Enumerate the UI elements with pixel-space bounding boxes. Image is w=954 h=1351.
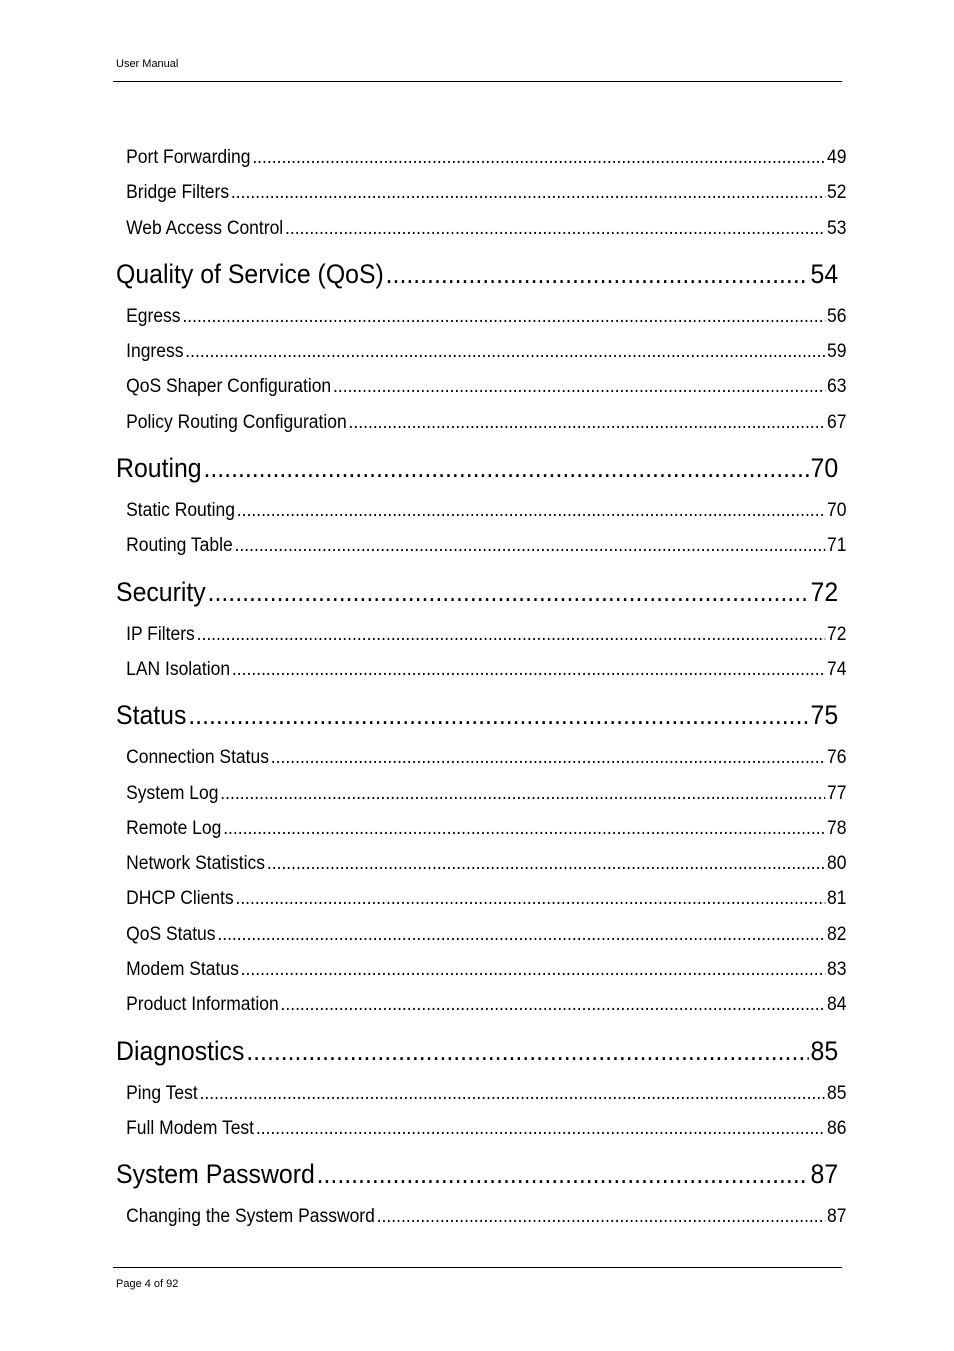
toc-dot-leader bbox=[220, 778, 825, 810]
toc-entry-title: QoS Status bbox=[126, 923, 216, 945]
toc-entry-page-number: 59 bbox=[827, 341, 847, 363]
toc-entry-page-number: 56 bbox=[827, 305, 847, 327]
toc-entry-page-number: 86 bbox=[827, 1117, 847, 1139]
toc-dot-leader bbox=[252, 142, 825, 174]
toc-entry-page-number: 87 bbox=[810, 1159, 839, 1190]
toc-dot-leader bbox=[377, 1201, 825, 1233]
toc-section-entry[interactable] bbox=[116, 142, 846, 177]
toc-section-entry[interactable] bbox=[116, 1113, 846, 1148]
toc-section-entry[interactable] bbox=[116, 530, 846, 565]
toc-section-entry[interactable] bbox=[116, 619, 846, 654]
toc-entry-title: Diagnostics bbox=[116, 1035, 245, 1066]
toc-dot-leader bbox=[235, 530, 826, 562]
toc-entry-page-number: 70 bbox=[827, 500, 847, 522]
toc-entry-page-number: 72 bbox=[827, 623, 847, 645]
toc-entry-title: System Password bbox=[116, 1159, 315, 1190]
toc-dot-leader bbox=[235, 883, 825, 915]
toc-dot-leader bbox=[217, 919, 825, 951]
toc-dot-leader bbox=[267, 848, 825, 880]
toc-entry-title: Ingress bbox=[126, 341, 184, 363]
toc-dot-leader bbox=[188, 689, 808, 741]
toc-entry-page-number: 53 bbox=[827, 217, 847, 239]
toc-dot-leader bbox=[271, 742, 825, 774]
toc-entry-page-number: 78 bbox=[827, 817, 847, 839]
toc-chapter-entry[interactable] bbox=[116, 1025, 838, 1078]
toc-dot-leader bbox=[317, 1148, 809, 1200]
toc-section-entry[interactable] bbox=[116, 883, 846, 918]
toc-dot-leader bbox=[256, 1113, 825, 1145]
toc-section-entry[interactable] bbox=[116, 495, 846, 530]
toc-section-entry[interactable] bbox=[116, 177, 846, 212]
toc-entry-title: Full Modem Test bbox=[126, 1117, 255, 1139]
toc-chapter-entry[interactable] bbox=[116, 442, 838, 495]
toc-dot-leader bbox=[241, 954, 826, 986]
toc-entry-title: IP Filters bbox=[126, 623, 195, 645]
toc-dot-leader bbox=[208, 566, 809, 618]
toc-entry-title: Routing bbox=[116, 453, 202, 484]
toc-entry-page-number: 67 bbox=[827, 411, 847, 433]
toc-entry-title: Remote Log bbox=[126, 817, 222, 839]
toc-entry-page-number: 72 bbox=[810, 576, 839, 607]
toc-chapter-entry[interactable] bbox=[116, 1148, 838, 1201]
toc-entry-title: Status bbox=[116, 700, 187, 731]
toc-entry-page-number: 77 bbox=[827, 782, 847, 804]
toc-entry-page-number: 85 bbox=[827, 1082, 847, 1104]
toc-entry-page-number: 80 bbox=[827, 853, 847, 875]
toc-entry-title: Web Access Control bbox=[126, 217, 284, 239]
toc-dot-leader bbox=[281, 989, 826, 1021]
toc-entry-page-number: 85 bbox=[810, 1035, 839, 1066]
toc-section-entry[interactable] bbox=[116, 654, 846, 689]
toc-dot-leader bbox=[246, 1025, 808, 1077]
toc-section-entry[interactable] bbox=[116, 336, 846, 371]
toc-section-entry[interactable] bbox=[116, 848, 846, 883]
toc-entry-page-number: 84 bbox=[827, 994, 847, 1016]
toc-section-entry[interactable] bbox=[116, 301, 846, 336]
toc-dot-leader bbox=[197, 619, 826, 651]
toc-entry-title: Policy Routing Configuration bbox=[126, 411, 347, 433]
toc-entry-page-number: 87 bbox=[827, 1206, 847, 1228]
toc-section-entry[interactable] bbox=[116, 213, 846, 248]
toc-entry-page-number: 82 bbox=[827, 923, 847, 945]
toc-chapter-entry[interactable] bbox=[116, 248, 838, 301]
toc-entry-title: Ping Test bbox=[126, 1082, 198, 1104]
toc-dot-leader bbox=[285, 213, 825, 245]
toc-entry-title: Bridge Filters bbox=[126, 182, 230, 204]
toc-section-entry[interactable] bbox=[116, 919, 846, 954]
toc-section-entry[interactable] bbox=[116, 1078, 846, 1113]
footer-rule bbox=[113, 1267, 842, 1268]
toc-entry-title: QoS Shaper Configuration bbox=[126, 376, 332, 398]
toc-entry-page-number: 74 bbox=[827, 658, 847, 680]
toc-entry-page-number: 75 bbox=[810, 700, 839, 731]
toc-entry-title: Egress bbox=[126, 305, 181, 327]
toc-entry-title: Security bbox=[116, 576, 206, 607]
toc-section-entry[interactable] bbox=[116, 1201, 846, 1236]
toc-dot-leader bbox=[349, 407, 826, 439]
toc-entry-title: System Log bbox=[126, 782, 219, 804]
toc-entry-title: DHCP Clients bbox=[126, 888, 234, 910]
toc-dot-leader bbox=[200, 1078, 826, 1110]
page-number-footer: Page 4 of 92 bbox=[116, 1278, 179, 1290]
toc-dot-leader bbox=[333, 371, 825, 403]
toc-entry-title: Modem Status bbox=[126, 959, 239, 981]
toc-entry-page-number: 63 bbox=[827, 376, 847, 398]
toc-dot-leader bbox=[182, 301, 825, 333]
toc-dot-leader bbox=[203, 442, 808, 494]
toc-dot-leader bbox=[232, 654, 825, 686]
toc-dot-leader bbox=[223, 813, 825, 845]
toc-entry-title: LAN Isolation bbox=[126, 658, 231, 680]
toc-entry-page-number: 49 bbox=[827, 147, 847, 168]
toc-entry-title: Port Forwarding bbox=[126, 147, 251, 168]
toc-entry-title: Routing Table bbox=[126, 535, 233, 557]
header-rule bbox=[113, 81, 842, 82]
toc-dot-leader bbox=[231, 177, 825, 209]
table-of-contents bbox=[116, 142, 847, 1237]
toc-entry-title: Changing the System Password bbox=[126, 1206, 375, 1228]
running-header: User Manual bbox=[116, 58, 179, 70]
toc-dot-leader bbox=[237, 495, 825, 527]
toc-section-entry[interactable] bbox=[116, 989, 846, 1024]
toc-dot-leader bbox=[185, 336, 825, 368]
toc-section-entry[interactable] bbox=[116, 742, 846, 777]
toc-entry-page-number: 76 bbox=[827, 747, 847, 769]
toc-dot-leader bbox=[386, 248, 809, 300]
toc-entry-title: Connection Status bbox=[126, 747, 269, 769]
toc-entry-page-number: 83 bbox=[827, 959, 847, 981]
toc-section-entry[interactable] bbox=[116, 407, 846, 442]
toc-chapter-entry[interactable] bbox=[116, 689, 838, 742]
toc-chapter-entry[interactable] bbox=[116, 566, 838, 619]
toc-section-entry[interactable] bbox=[116, 954, 846, 989]
toc-entry-page-number: 70 bbox=[810, 453, 839, 484]
toc-section-entry[interactable] bbox=[116, 371, 846, 406]
toc-entry-title: Product Information bbox=[126, 994, 279, 1016]
toc-entry-title: Quality of Service (QoS) bbox=[116, 258, 384, 289]
toc-section-entry[interactable] bbox=[116, 778, 846, 813]
toc-entry-page-number: 52 bbox=[827, 182, 847, 204]
toc-entry-title: Static Routing bbox=[126, 500, 235, 522]
toc-entry-page-number: 54 bbox=[810, 258, 839, 289]
toc-entry-page-number: 81 bbox=[827, 888, 847, 910]
toc-entry-title: Network Statistics bbox=[126, 853, 266, 875]
toc-entry-page-number: 71 bbox=[827, 535, 847, 557]
toc-section-entry[interactable] bbox=[116, 813, 846, 848]
